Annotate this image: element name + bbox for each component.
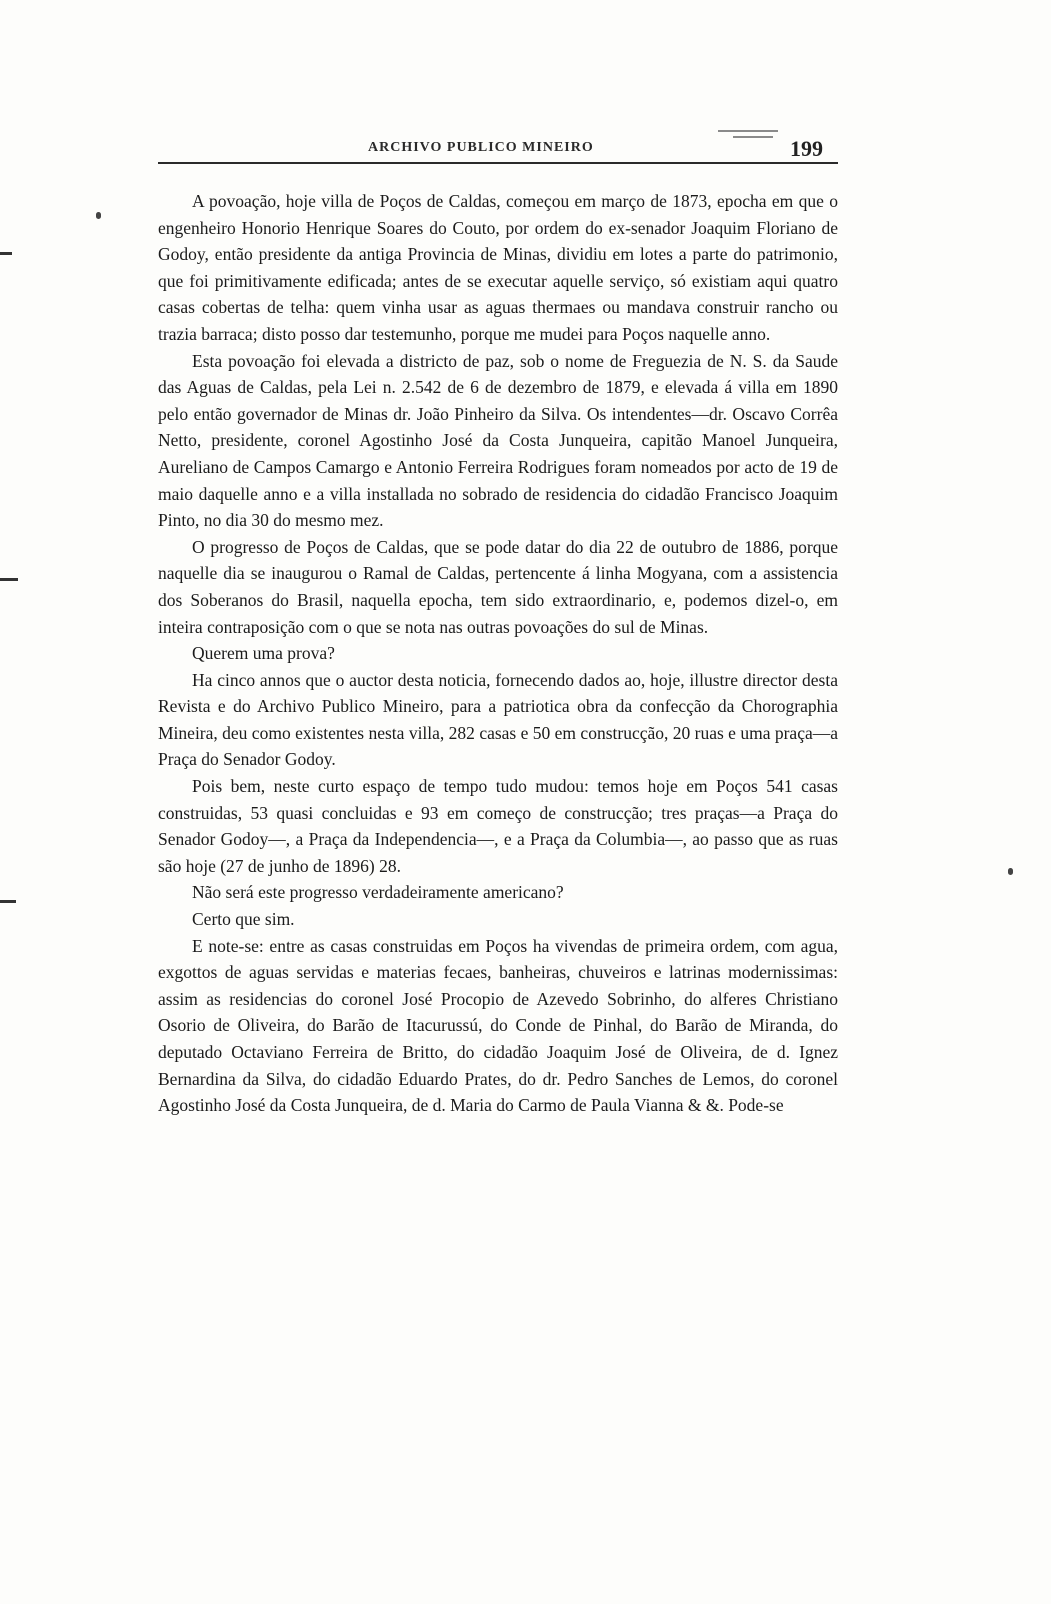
- paragraph: Querem uma prova?: [192, 643, 335, 664]
- print-smudge: [733, 136, 773, 138]
- paragraph: O progresso de Poços de Caldas, que se pode datar do dia 22 de outubro de 1886, porque naquelle dia se inaugurou o Ramal de Caldas, pertencente á linha Mogyana, com a assistencia dos Soberanos do Brasil, naquella epocha, tem sido extraordinario, e, podemos dizel-o, em inteira contraposição com o que se nota nas outras povoações do sul de Minas.: [158, 536, 838, 637]
- print-smudge: [718, 130, 778, 132]
- binding-mark: [0, 252, 12, 255]
- body-text: [158, 188, 838, 1119]
- punch-dot: [1008, 868, 1013, 875]
- paragraph: Não será este progresso verdadeiramente americano?: [192, 882, 564, 903]
- header-rule: [158, 162, 838, 164]
- paragraph: E note-se: entre as casas construidas em Poços ha vivendas de primeira ordem, com agua, exgottos de aguas servidas e materias fecaes, banheiras, chuveiros e latrinas modernissimas: assim as residencias do coronel José Procopio de Azevedo Sobrinho, do alferes Christiano Osorio de Oliveira, do Barão de Itacurussú, do Conde de Pinhal, do Barão de Miranda, do deputado Octaviano Ferreira de Britto, do cidadão Joaquim José de Oliveira, de d. Ignez Bernardina da Silva, do cidadão Eduardo Prates, do dr. Pedro Sanches de Lemos, do coronel Agostinho José da Costa Junqueira, de d. Maria do Carmo de Paula Vianna & &. Pode-se: [158, 935, 838, 1116]
- punch-dot: [96, 212, 101, 219]
- running-head: ARCHIVO PUBLICO MINEIRO: [368, 140, 594, 155]
- paragraph: Ha cinco annos que o auctor desta noticia, fornecendo dados ao, hoje, illustre director desta Revista e do Archivo Publico Mineiro, para a patriotica obra da confecção da Chorographia Mineira, deu como existentes nesta villa, 282 casas e 50 em construcção, 20 ruas e uma praça—a Praça do Senador Godoy.: [158, 669, 838, 770]
- page-header: [158, 134, 838, 164]
- paragraph: A povoação, hoje villa de Poços de Caldas, começou em março de 1873, epocha em que o engenheiro Honorio Henrique Soares do Couto, por ordem do ex-senador Joaquim Floriano de Godoy, então presidente da antiga Provincia de Minas, dividiu em lotes a parte do patrimonio, que foi primitivamente edificada; antes de se executar aquelle serviço, só existiam aqui quatro casas cobertas de telha: quem vinha usar as aguas thermaes ou mandava construir rancho ou trazia barraca; disto posso dar testemunho, porque me mudei para Poços naquelle anno.: [158, 191, 838, 344]
- page-number: 199: [790, 136, 823, 161]
- binding-mark: [0, 900, 16, 903]
- binding-mark: [0, 578, 18, 581]
- paragraph: Esta povoação foi elevada a districto de paz, sob o nome de Freguezia de N. S. da Saude das Aguas de Caldas, pela Lei n. 2.542 de 6 de dezembro de 1879, e elevada á villa em 1890 pelo então governador de Minas dr. João Pinheiro da Silva. Os intendentes—dr. Oscavo Corrêa Netto, presidente, coronel Agostinho José da Costa Junqueira, capitão Manoel Junqueira, Aureliano de Campos Camargo e Antonio Ferreira Rodrigues foram nomeados por acto de 19 de maio daquelle anno e a villa installada no sobrado de residencia do cidadão Francisco Joaquim Pinto, no dia 30 do mesmo mez.: [158, 350, 838, 531]
- paragraph: Pois bem, neste curto espaço de tempo tudo mudou: temos hoje em Poços 541 casas construidas, 53 quasi concluidas e 93 em começo de construcção; tres praças—a Praça do Senador Godoy—, a Praça da Independencia—, e a Praça da Columbia—, ao passo que as ruas são hoje (27 de junho de 1896) 28.: [158, 776, 838, 876]
- paragraph: Certo que sim.: [192, 909, 295, 930]
